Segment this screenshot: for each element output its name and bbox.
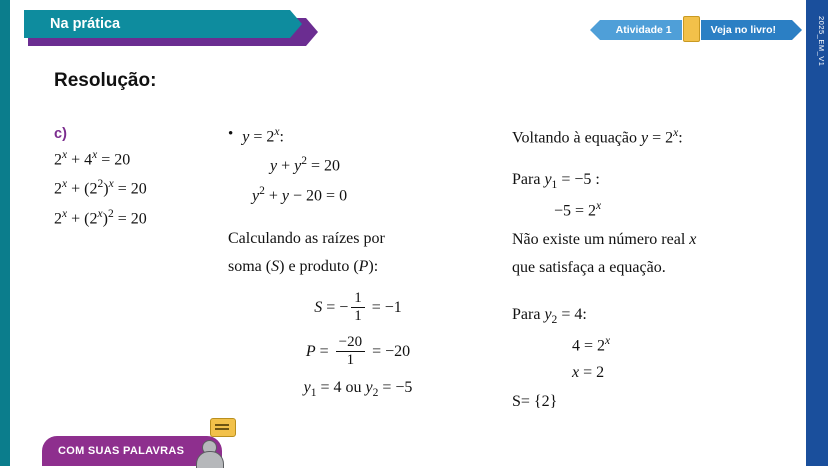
sum-formula: S = − $\frac{1}{1}$ = −1 [314,290,402,325]
column-c [512,126,802,419]
roots-text-line-1: Calculando as raízes por [228,229,385,247]
equation-line: $y + y^2 = 20$ [270,155,341,175]
equation-line: $y^2 + y - 20 = 0$ [252,184,348,204]
column-b [228,126,488,408]
equation-line: $2^x + (2^x)^2 = 20$ [54,207,147,227]
bullet-icon: • [228,126,234,142]
edition-label: 2025_EM_V1 [817,16,826,67]
left-accent-bar [0,0,10,466]
roots-result: $y_1 = 4$ ou $y_2 = -5$ [303,379,413,400]
case-2-equation-2: x = 2 [572,364,605,382]
note-icon [210,418,236,437]
case-1-text-line-2: que satisfaça a equação. [512,258,666,276]
case-1-label: Para $y_1 = -5$ : [512,170,600,192]
section-banner [24,10,290,38]
equation-line: $2^x + (2^2)^x = 20$ [54,178,147,198]
case-1-text-line-1: Não existe um número real x [512,230,697,248]
case-1-equation: $-5 = 2^x$ [554,199,602,219]
column-a [54,126,219,237]
activity-pill-label[interactable]: Atividade 1 [600,20,682,40]
person-body-icon [196,451,224,468]
banner-title: Na prática [50,16,121,32]
book-icon [683,16,700,42]
equation-line: $2^x + 4^x = 20$ [54,149,131,169]
substitution-row [228,126,488,146]
activity-pill-group[interactable] [600,20,792,40]
com-suas-palavras-label: COM SUAS PALAVRAS [58,445,185,457]
substitution-equation: $y = 2^x$: [242,126,284,146]
item-label-c: c) [54,126,67,142]
see-in-book-button[interactable]: Veja no livro! [701,20,792,40]
right-side-strip [806,0,828,466]
roots-text-line-2: soma (S) e produto (P): [228,257,379,275]
com-suas-palavras-tag [42,436,222,466]
product-formula: P = $\frac{-20}{1}$ = −20 [305,334,411,369]
back-to-equation-text: Voltando à equação $y = 2^x$: [512,127,683,147]
left-accent-bar-inner [10,0,17,466]
person-icon [196,432,222,466]
case-2-label: Para $y_2 = 4$: [512,306,587,327]
case-2-equation-1: $4 = 2^x$ [572,334,611,355]
solution-set: S= {2} [512,393,558,411]
page-title: Resolução: [54,70,157,91]
